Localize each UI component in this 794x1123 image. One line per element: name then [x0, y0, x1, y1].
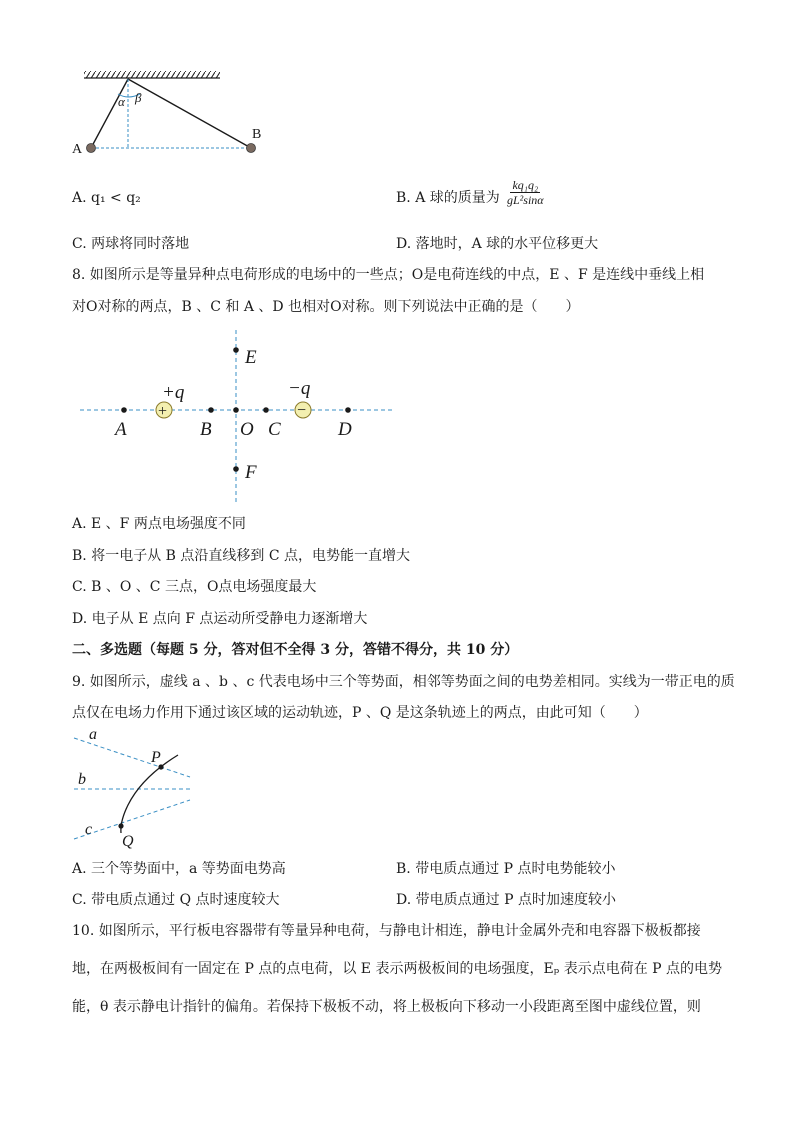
- positive-sign: +: [158, 403, 168, 420]
- trajectory: [121, 755, 178, 833]
- fraction-denominator: gL²sinα: [507, 193, 544, 207]
- q9-option-c: C. 带电质点通过 Q 点时速度较大: [72, 892, 280, 908]
- label-c: c: [85, 821, 93, 838]
- label-a: a: [89, 726, 97, 743]
- label-a: A: [72, 142, 83, 157]
- string-a: [91, 79, 128, 148]
- ball-b: [247, 144, 256, 153]
- point-f: [233, 466, 239, 472]
- q8-charges-figure: [0, 330, 794, 530]
- q8-option-b: B. 将一电子从 B 点沿直线移到 C 点，电势能一直增大: [72, 548, 410, 564]
- q7-option-c: C. 两球将同时落地: [72, 236, 190, 252]
- label-b: B: [200, 419, 212, 440]
- label-p: P: [151, 749, 161, 766]
- negative-sign: −: [297, 402, 307, 419]
- label-d: D: [338, 419, 352, 440]
- q9-stem-line2: 点仅在电场力作用下通过该区域的运动轨迹，P 、Q 是这条轨迹上的两点，由此可知（ ）: [72, 705, 648, 721]
- point-o: [233, 407, 239, 413]
- point-c: [263, 407, 269, 413]
- q7-option-a: A. q₁ < q₂: [72, 190, 141, 206]
- point-e: [233, 347, 239, 353]
- string-b: [128, 79, 251, 148]
- q7-option-b: B. A 球的质量为: [396, 190, 500, 206]
- q8-option-d: D. 电子从 E 点向 F 点运动所受静电力逐渐增大: [72, 611, 368, 627]
- point-q: [118, 823, 123, 828]
- label-e: E: [245, 347, 257, 368]
- q9-stem-line1: 9. 如图所示，虚线 a 、b 、c 代表电场中三个等势面，相邻等势面之间的电势差相同。实线为一带正电的质: [72, 674, 735, 690]
- label-c: C: [268, 419, 281, 440]
- q7-pendulum-figure: [0, 0, 794, 170]
- ceiling-hatch: [84, 71, 220, 78]
- q7-option-d: D. 落地时，A 球的水平位移更大: [396, 236, 599, 252]
- label-b: b: [78, 771, 86, 788]
- label-plus-q: +q: [162, 382, 185, 403]
- label-minus-q: −q: [288, 378, 311, 399]
- point-a: [121, 407, 127, 413]
- q7-option-b-fraction: [505, 178, 546, 207]
- q8-stem-line2: 对O对称的两点，B 、C 和 A 、D 也相对O对称。则下列说法中正确的是（ ）: [72, 299, 580, 315]
- q9-option-d: D. 带电质点通过 P 点时加速度较小: [396, 892, 616, 908]
- label-f: F: [245, 462, 257, 483]
- q8-stem-line1: 8. 如图所示是等量异种点电荷形成的电场中的一些点；O是电荷连线的中点，E 、F 是连线中垂线上相: [72, 267, 705, 283]
- q10-stem-line2: 地，在两极板间有一固定在 P 点的点电荷，以 E 表示两极板间的电场强度，Eₚ 表示点电荷在 P 点的电势: [72, 961, 723, 977]
- q9-option-b: B. 带电质点通过 P 点时电势能较小: [396, 861, 616, 877]
- point-d: [345, 407, 351, 413]
- label-o: O: [240, 419, 254, 440]
- q9-equipotential-figure: [0, 725, 794, 855]
- q8-option-c: C. B 、O 、C 三点，O点电场强度最大: [72, 579, 317, 595]
- equipotential-a: [74, 738, 190, 777]
- ball-a: [87, 144, 96, 153]
- point-b: [208, 407, 214, 413]
- label-beta: β: [135, 90, 142, 105]
- label-a: A: [115, 419, 127, 440]
- label-q: Q: [122, 833, 134, 850]
- q10-stem-line1: 10. 如图所示，平行板电容器带有等量异种电荷，与静电计相连，静电计金属外壳和电容器下极板都接: [72, 923, 701, 939]
- label-alpha: α: [118, 94, 125, 109]
- q9-option-a: A. 三个等势面中，a 等势面电势高: [72, 861, 286, 877]
- q10-stem-line3: 能，θ 表示静电计指针的偏角。若保持下极板不动，将上极板向下移动一小段距离至图中虚线位置，则: [72, 999, 701, 1015]
- fraction-numerator: kq₁q₂: [512, 178, 539, 192]
- section-2-heading: 二、多选题（每题 5 分，答对但不全得 3 分，答错不得分，共 10 分）: [72, 642, 519, 658]
- q8-option-a: A. E 、F 两点电场强度不同: [72, 516, 246, 532]
- label-b: B: [252, 127, 262, 142]
